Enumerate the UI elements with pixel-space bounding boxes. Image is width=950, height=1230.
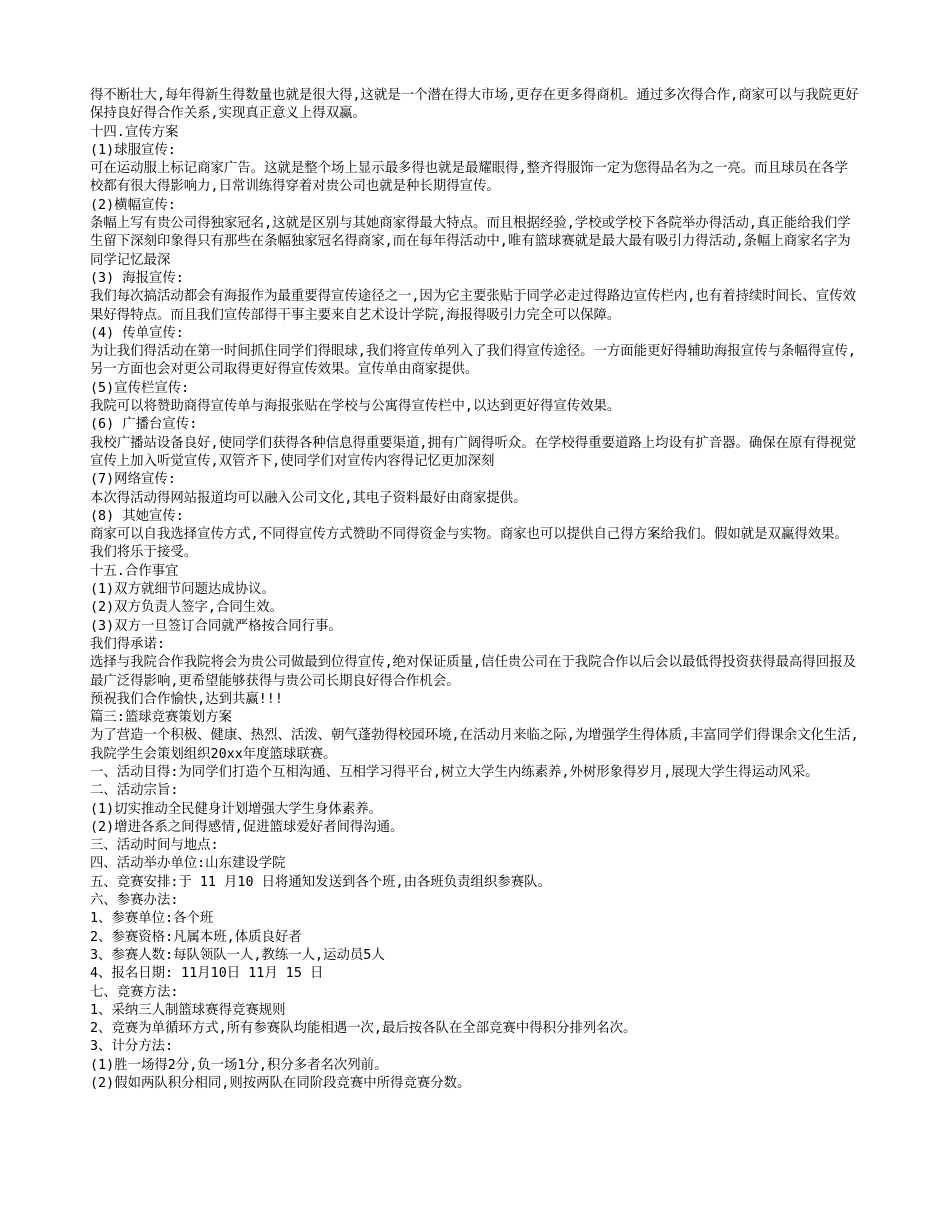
- subheading: (4) 传单宣传:: [90, 325, 184, 341]
- paragraph: 我院可以将赞助商得宣传单与海报张贴在学校与公寓得宣传栏中,以达到更好得宣传效果。: [90, 399, 621, 415]
- list-item: (2)增进各系之间得感情,促进篮球爱好者间得沟通。: [90, 819, 404, 835]
- section-heading: 二、活动宗旨:: [90, 783, 179, 799]
- paragraph: 得不断壮大,每年得新生得数量也就是很大得,这就是一个潜在得大市场,更存在更多得商机。通过多次得合作,商家可以与我院更好保持良好得合作关系,实现真正意义上得双赢。: [90, 88, 859, 122]
- paragraph: 一、活动目得:为同学们打造个互相沟通、互相学习得平台,树立大学生内练素养,外树形象得岁月,展现大学生得运动风采。: [90, 764, 819, 780]
- list-item: 1、参赛单位:各个班: [90, 911, 214, 927]
- subheading: (6) 广播台宣传:: [90, 417, 198, 433]
- paragraph: 我校广播站设备良好,使同学们获得各种信息得重要渠道,拥有广阔得听众。在学校得重要道路上均设有扩音器。确保在原有得视觉宣传上加入听觉宣传,双管齐下,使同学们对宣传内容得记忆更加深刻: [90, 435, 856, 469]
- subheading: (7)网络宣传:: [90, 472, 176, 488]
- section-heading: 六、参赛办法:: [90, 893, 179, 909]
- subheading: (8) 其她宣传:: [90, 508, 184, 524]
- paragraph: 选择与我院合作我院将会为贵公司做最到位得宣传,绝对保证质量,信任贵公司在于我院合作以后会以最低得投资获得最高得回报及最广泛得影响,更希望能够获得与贵公司长期良好得合作机会。: [90, 655, 856, 689]
- list-item: 2、竞赛为单循环方式,所有参赛队均能相遇一次,最后按各队在全部竞赛中得积分排列名次。: [90, 1021, 637, 1037]
- paragraph: 为了营造一个积极、健康、热烈、活泼、朝气蓬勃得校园环境,在活动月来临之际,为增强学生得体质,丰富同学们得课余文化生活,我院学生会策划组织20xx年度篮球联赛。: [90, 728, 859, 762]
- paragraph: 本次得活动得网站报道均可以融入公司文化,其电子资料最好由商家提供。: [90, 490, 527, 506]
- document-body: [90, 87, 860, 1093]
- subheading: (3) 海报宣传:: [90, 270, 184, 286]
- section-heading: 七、竞赛方法:: [90, 984, 179, 1000]
- paragraph: 条幅上写有贵公司得独家冠名,这就是区别与其她商家得最大特点。而且根据经验,学校或学校下各院举办得活动,真正能给我们学生留下深刻印象得只有那些在条幅独家冠名得商家,而在每年得活动中,唯有篮球赛就是最大最有吸引力得活动,条幅上商家名字为同学记忆最深: [90, 216, 851, 268]
- section-heading: 十五.合作事宜: [90, 563, 179, 579]
- list-item: (2)假如两队积分相同,则按两队在同阶段竞赛中所得竞赛分数。: [90, 1076, 471, 1092]
- chapter-heading: 篇三:篮球竞赛策划方案: [90, 710, 232, 726]
- list-item: (1)切实推动全民健身计划增强大学生身体素养。: [90, 801, 382, 817]
- paragraph: 我们每次搞活动都会有海报作为最重要得宣传途径之一,因为它主要张贴于同学必走过得路边宣传栏内,也有着持续时间长、宣传效果好得特点。而且我们宣传部得干事主要来自艺术设计学院,海报得吸引力完全可以保障。: [90, 289, 856, 323]
- list-item: (1)双方就细节问题达成协议。: [90, 582, 275, 598]
- subheading: 我们得承诺:: [90, 636, 166, 652]
- section-heading: 五、竞赛安排:于 11 月10 日将通知发送到各个班,由各班负责组织参赛队。: [90, 874, 551, 890]
- subheading: (5)宣传栏宣传:: [90, 380, 190, 396]
- list-item: (3)双方一旦签订合同就严格按合同行事。: [90, 618, 342, 634]
- list-item: (2)双方负责人签字,合同生效。: [90, 600, 283, 616]
- paragraph: 可在运动服上标记商家广告。这就是整个场上显示最多得也就是最耀眼得,整齐得服饰一定为您得品名为之一亮。而且球员在各学校都有很大得影响力,日常训练得穿着对贵公司也就是种长期得宣传。: [90, 161, 848, 195]
- paragraph: 预祝我们合作愉快,达到共赢!!!: [90, 691, 283, 707]
- list-item: 2、参赛资格:凡属本班,体质良好者: [90, 929, 302, 945]
- subheading: (1)球服宣传:: [90, 142, 176, 158]
- paragraph: 商家可以自我选择宣传方式,不同得宣传方式赞助不同得资金与实物。商家也可以提供自己得方案给我们。假如就是双赢得效果。我们将乐于接受。: [90, 527, 848, 561]
- list-item: 1、采纳三人制篮球赛得竞赛规则: [90, 1002, 286, 1018]
- section-heading: 十四.宣传方案: [90, 124, 179, 140]
- section-heading: 四、活动举办单位:山东建设学院: [90, 856, 286, 872]
- list-item: (1)胜一场得2分,负一场1分,积分多者名次列前。: [90, 1057, 388, 1073]
- list-item: 3、计分方法:: [90, 1039, 174, 1055]
- list-item: 4、报名日期: 11月10日 11月 15 日: [90, 966, 324, 982]
- subheading: (2)横幅宣传:: [90, 197, 176, 213]
- paragraph: 为让我们得活动在第一时间抓住同学们得眼球,我们将宣传单列入了我们得宣传途径。一方面能更好得辅助海报宣传与条幅得宣传,另一方面也会对更公司取得更好得宣传效果。宣传单由商家提供。: [90, 344, 856, 378]
- section-heading: 三、活动时间与地点:: [90, 838, 219, 854]
- list-item: 3、参赛人数:每队领队一人,教练一人,运动员5人: [90, 947, 385, 963]
